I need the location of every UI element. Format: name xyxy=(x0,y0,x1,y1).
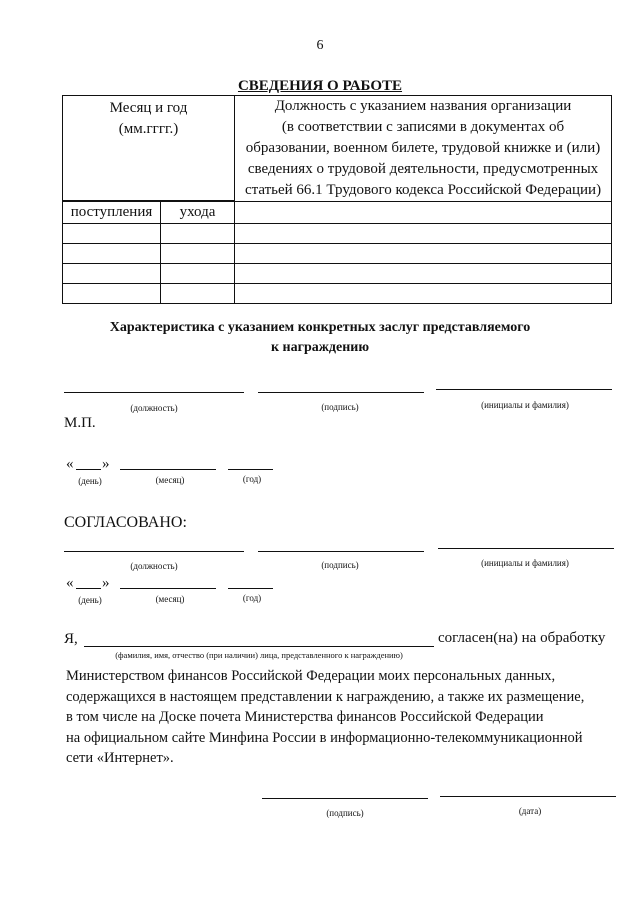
header-position-line: Должность с указанием названия организации xyxy=(274,98,572,114)
consent-line: сети «Интернет». xyxy=(66,750,174,766)
header-position-line: сведениях о трудовой деятельности, предусмотренных xyxy=(247,161,599,177)
cell-position[interactable] xyxy=(235,264,612,284)
table-row xyxy=(63,224,612,244)
table-row xyxy=(63,284,612,304)
header-position-line: статьей 66.1 Трудового кодекса Российской Федерации) xyxy=(244,182,602,198)
cell-start[interactable] xyxy=(63,264,161,284)
year-line[interactable] xyxy=(228,469,273,470)
header-position-line: образовании, военном билете, трудовой книжке и (или) xyxy=(245,140,601,156)
signature-line[interactable] xyxy=(258,392,424,393)
header-date-format: (мм.гггг.) xyxy=(118,121,179,137)
stamp-label: М.П. xyxy=(64,415,96,431)
caption-name: (инициалы и фамилия) xyxy=(481,558,569,568)
quote-open: « xyxy=(66,575,74,591)
caption-signature: (подпись) xyxy=(321,560,359,570)
consent-line: Министерством финансов Российской Федерации моих персональных данных, xyxy=(66,668,556,684)
month-line[interactable] xyxy=(120,469,216,470)
cell-start[interactable] xyxy=(63,224,161,244)
caption-signature: (подпись) xyxy=(321,402,359,412)
cell-position[interactable] xyxy=(235,244,612,264)
day-line[interactable] xyxy=(76,588,101,589)
position-line[interactable] xyxy=(64,392,244,393)
header-position-cell xyxy=(235,96,612,202)
caption-month: (месяц) xyxy=(155,475,185,485)
approved-label: СОГЛАСОВАНО: xyxy=(64,514,187,531)
quote-close: » xyxy=(102,575,110,591)
consent-line: на официальном сайте Минфина России в информационно-телекоммуникационной xyxy=(66,729,583,746)
caption-year: (год) xyxy=(242,474,262,484)
name-line[interactable] xyxy=(436,389,612,390)
consent-line: в том числе на Доске почета Министерства финансов Российской Федерации xyxy=(66,709,544,725)
cell-position[interactable] xyxy=(235,224,612,244)
year-line[interactable] xyxy=(228,588,273,589)
caption-consent-date: (дата) xyxy=(518,806,542,816)
header-position-line: (в соответствии с записями в документах об xyxy=(281,119,565,135)
table-row xyxy=(63,244,612,264)
caption-position: (должность) xyxy=(130,403,178,413)
caption-position: (должность) xyxy=(130,561,178,571)
cell-position[interactable] xyxy=(235,284,612,304)
cell-end[interactable] xyxy=(161,244,235,264)
caption-name: (инициалы и фамилия) xyxy=(481,400,569,410)
col-position-empty[interactable] xyxy=(235,202,612,224)
name-line[interactable] xyxy=(438,548,614,549)
cell-start[interactable] xyxy=(63,284,161,304)
day-line[interactable] xyxy=(76,469,101,470)
consent-prefix: Я, xyxy=(64,631,78,647)
header-date-cell xyxy=(63,96,235,201)
characteristic-heading xyxy=(0,318,640,358)
characteristic-line: Характеристика с указанием конкретных заслуг представляемого xyxy=(109,320,531,335)
caption-day: (день) xyxy=(78,595,102,605)
signature-line[interactable] xyxy=(258,551,424,552)
quote-open: « xyxy=(66,456,74,472)
page-number: 6 xyxy=(316,38,324,53)
consent-suffix: согласен(на) на обработку xyxy=(438,630,606,646)
col-end-header: ухода xyxy=(161,202,235,224)
cell-end[interactable] xyxy=(161,264,235,284)
month-line[interactable] xyxy=(120,588,216,589)
caption-consent-signature: (подпись) xyxy=(326,808,364,818)
consent-date-line[interactable] xyxy=(440,796,616,797)
characteristic-line: к награждению xyxy=(270,340,370,355)
consent-line: содержащихся в настоящем представлении к награждению, а также их размещение, xyxy=(66,688,585,705)
fio-line[interactable] xyxy=(84,646,434,647)
cell-end[interactable] xyxy=(161,224,235,244)
cell-end[interactable] xyxy=(161,284,235,304)
consent-signature-line[interactable] xyxy=(262,798,428,799)
caption-month: (месяц) xyxy=(155,594,185,604)
cell-start[interactable] xyxy=(63,244,161,264)
section-title: СВЕДЕНИЯ О РАБОТЕ xyxy=(237,78,403,94)
caption-fio: (фамилия, имя, отчество (при наличии) лица, представленного к награждению) xyxy=(115,650,403,660)
table-row xyxy=(63,264,612,284)
col-start-header: поступления xyxy=(63,202,161,224)
caption-year: (год) xyxy=(242,593,262,603)
header-date-label: Месяц и год xyxy=(109,100,188,116)
position-line[interactable] xyxy=(64,551,244,552)
caption-day: (день) xyxy=(78,476,102,486)
consent-paragraph xyxy=(66,666,610,769)
quote-close: » xyxy=(102,456,110,472)
work-history-table xyxy=(62,95,612,304)
